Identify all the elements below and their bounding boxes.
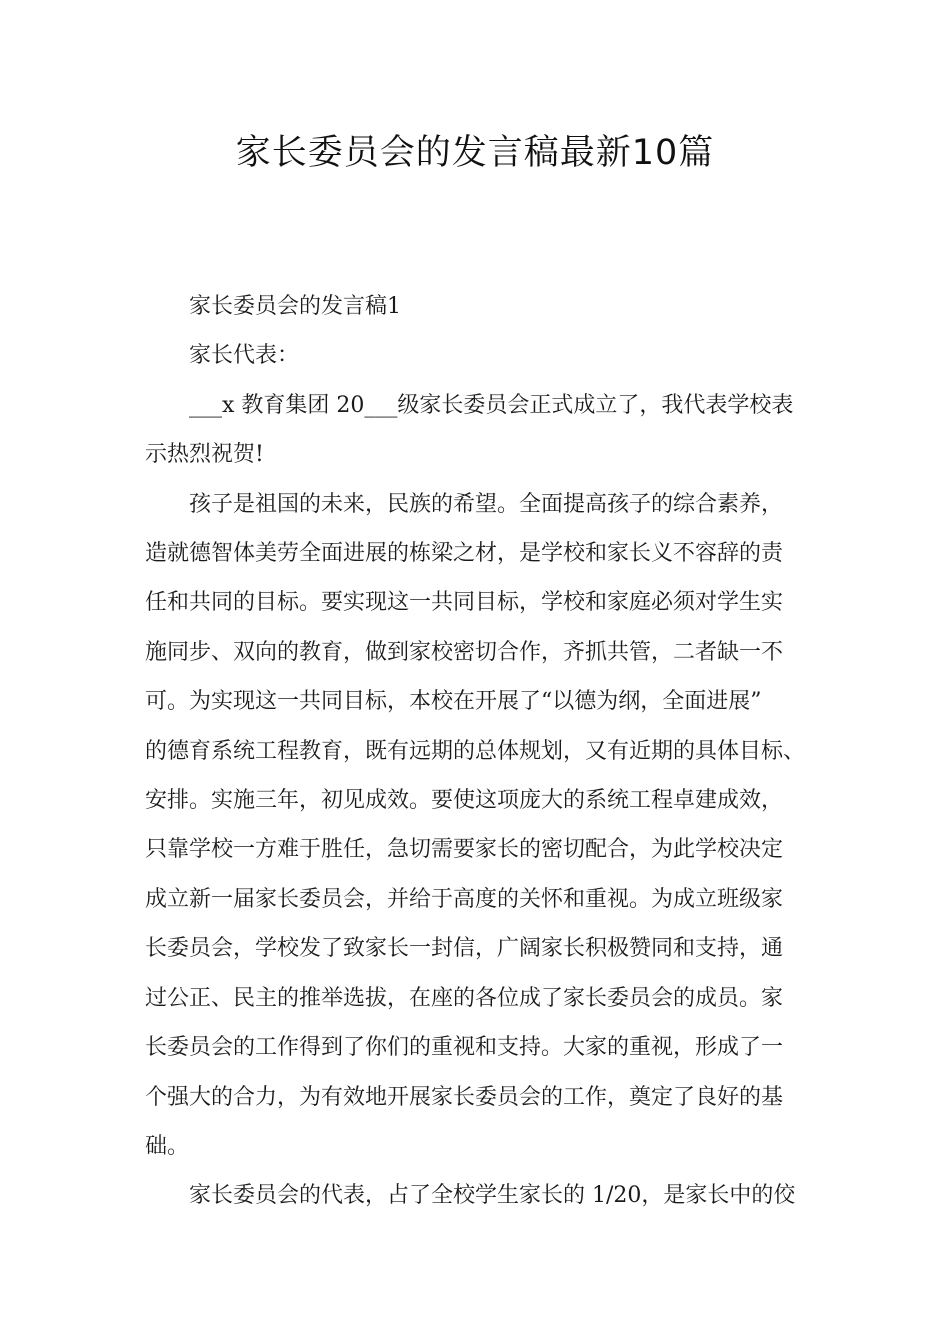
paragraph-line: 家长委员会的代表，占了全校学生家长的 1/20，是家长中的佼 [189, 1183, 796, 1209]
paragraph-line: ___x 教育集团 20___级家长委员会正式成立了，我代表学校表 [189, 392, 794, 418]
paragraph-line: 可。为实现这一共同目标，本校在开展了“以德为纲，全面进展” [145, 689, 762, 715]
salutation: 家长代表： [189, 343, 300, 369]
document-body [145, 282, 805, 1221]
paragraph-line: 础。 [145, 1133, 190, 1159]
paragraph-1 [145, 381, 805, 480]
paragraph-line: 任和共同的目标。要实现这一共同目标，学校和家庭必须对学生实 [145, 590, 784, 616]
document-title: 家长委员会的发言稿最新10篇 [235, 133, 715, 173]
paragraph-line: 示热烈祝贺! [145, 442, 264, 468]
section-heading: 家长委员会的发言稿1 [189, 294, 401, 319]
paragraph-line: 的德育系统工程教育，既有远期的总体规划，又有近期的具体目标、 [145, 738, 806, 764]
paragraph-line: 过公正、民主的推举选拔，在座的各位成了家长委员会的成员。家 [145, 985, 784, 1011]
paragraph-line: 长委员会的工作得到了你们的重视和支持。大家的重视，形成了一 [145, 1035, 784, 1061]
paragraph-line: 施同步、双向的教育，做到家校密切合作，齐抓共管，二者缺一不 [145, 639, 784, 665]
paragraph-line: 成立新一届家长委员会，并给于高度的关怀和重视。为成立班级家 [145, 886, 784, 912]
paragraph-line: 安排。实施三年，初见成效。要使这项庞大的系统工程卓建成效， [145, 788, 784, 814]
paragraph-line: 长委员会，学校发了致家长一封信，广阔家长积极赞同和支持，通 [145, 936, 784, 962]
paragraph-2 [145, 480, 805, 1172]
paragraph-line: 孩子是祖国的未来，民族的希望。全面提高孩子的综合素养， [189, 491, 784, 517]
paragraph-line: 只靠学校一方难于胜任，急切需要家长的密切配合，为此学校决定 [145, 837, 784, 863]
paragraph-3 [145, 1171, 805, 1220]
paragraph-line: 造就德智体美劳全面进展的栋梁之材，是学校和家长义不容辞的责 [145, 541, 784, 567]
paragraph-line: 个强大的合力，为有效地开展家长委员会的工作，奠定了良好的基 [145, 1084, 784, 1110]
